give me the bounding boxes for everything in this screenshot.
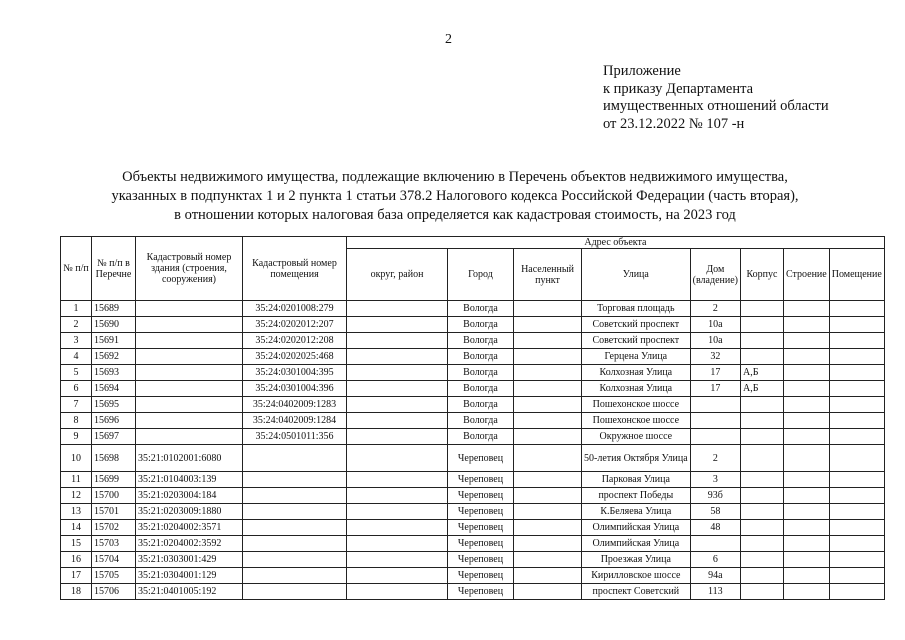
header-building-cadastral: Кадастровый номер здания (строения, сооружения) (136, 237, 243, 301)
cell-corpus (740, 488, 783, 504)
cell-list-num: 15705 (92, 568, 136, 584)
header-house: Дом (владение) (690, 249, 740, 301)
cell-settlement (514, 568, 582, 584)
cell-street: Пошехонское шоссе (582, 397, 691, 413)
cell-city: Череповец (448, 536, 514, 552)
cell-house: 3 (690, 472, 740, 488)
cell-num: 18 (61, 584, 92, 600)
cell-list-num: 15693 (92, 365, 136, 381)
cell-room-cadastral (243, 520, 347, 536)
cell-room-cadastral (243, 568, 347, 584)
cell-street: Колхозная Улица (582, 381, 691, 397)
cell-house: 48 (690, 520, 740, 536)
cell-district (347, 317, 448, 333)
cell-building-cadastral: 35:21:0203004:184 (136, 488, 243, 504)
cell-district (347, 397, 448, 413)
cell-building-cadastral: 35:21:0102001:6080 (136, 445, 243, 472)
cell-room (829, 317, 884, 333)
cell-building-cadastral: 35:21:0303001:429 (136, 552, 243, 568)
cell-room (829, 365, 884, 381)
cell-room (829, 552, 884, 568)
cell-city: Вологда (448, 317, 514, 333)
cell-city: Вологда (448, 301, 514, 317)
cell-building-cadastral: 35:21:0203009:1880 (136, 504, 243, 520)
cell-house: 58 (690, 504, 740, 520)
header-district: округ, район (347, 249, 448, 301)
cell-street: Кирилловское шоссе (582, 568, 691, 584)
cell-city: Череповец (448, 488, 514, 504)
cell-room-cadastral (243, 552, 347, 568)
cell-corpus: А,Б (740, 381, 783, 397)
cell-room (829, 536, 884, 552)
cell-street: Проезжая Улица (582, 552, 691, 568)
cell-street: Окружное шоссе (582, 429, 691, 445)
table-row (61, 365, 885, 381)
cell-num: 11 (61, 472, 92, 488)
cell-room (829, 413, 884, 429)
cell-room-cadastral: 35:24:0402009:1283 (243, 397, 347, 413)
cell-corpus (740, 504, 783, 520)
cell-room-cadastral (243, 536, 347, 552)
cell-street: Олимпийская Улица (582, 536, 691, 552)
cell-room-cadastral: 35:24:0301004:396 (243, 381, 347, 397)
cell-city: Вологда (448, 381, 514, 397)
cell-settlement (514, 552, 582, 568)
table-row (61, 568, 885, 584)
cell-num: 8 (61, 413, 92, 429)
appendix-line-2: к приказу Департамента (603, 80, 754, 97)
table-row (61, 397, 885, 413)
cell-street: Пошехонское шоссе (582, 413, 691, 429)
cell-district (347, 552, 448, 568)
cell-corpus (740, 445, 783, 472)
cell-corpus (740, 413, 783, 429)
cell-building (783, 413, 829, 429)
cell-settlement (514, 333, 582, 349)
cell-corpus (740, 317, 783, 333)
cell-room (829, 568, 884, 584)
title-line-3: в отношении которых налоговая база определяется как кадастровая стоимость, на 2023 год (174, 207, 736, 223)
cell-building (783, 445, 829, 472)
cell-city: Вологда (448, 397, 514, 413)
cell-building (783, 520, 829, 536)
cell-building (783, 365, 829, 381)
cell-room-cadastral: 35:24:0202012:208 (243, 333, 347, 349)
cell-city: Вологда (448, 413, 514, 429)
header-num: № п/п (61, 237, 92, 301)
cell-building-cadastral (136, 381, 243, 397)
cell-room-cadastral: 35:24:0201008:279 (243, 301, 347, 317)
cell-district (347, 488, 448, 504)
cell-corpus (740, 349, 783, 365)
cell-house: 32 (690, 349, 740, 365)
cell-street: проспект Победы (582, 488, 691, 504)
appendix-line-4: от 23.12.2022 № 107 -н (603, 115, 745, 132)
table-row (61, 301, 885, 317)
cell-building-cadastral (136, 301, 243, 317)
cell-list-num: 15706 (92, 584, 136, 600)
cell-street: проспект Советский (582, 584, 691, 600)
cell-city: Череповец (448, 568, 514, 584)
header-settlement: Населенный пункт (514, 249, 582, 301)
appendix-line-1: Приложение (603, 63, 681, 79)
cell-settlement (514, 429, 582, 445)
cell-settlement (514, 472, 582, 488)
table-row (61, 584, 885, 600)
cell-room-cadastral: 35:24:0202025:468 (243, 349, 347, 365)
cell-building (783, 301, 829, 317)
cell-corpus (740, 584, 783, 600)
cell-room-cadastral (243, 488, 347, 504)
cell-room (829, 381, 884, 397)
cell-room (829, 584, 884, 600)
cell-city: Череповец (448, 520, 514, 536)
cell-city: Вологда (448, 349, 514, 365)
cell-district (347, 568, 448, 584)
header-street: Улица (582, 249, 691, 301)
cell-street: Колхозная Улица (582, 365, 691, 381)
cell-building-cadastral (136, 397, 243, 413)
cell-room-cadastral: 35:24:0202012:207 (243, 317, 347, 333)
cell-list-num: 15692 (92, 349, 136, 365)
cell-house (690, 413, 740, 429)
cell-building (783, 504, 829, 520)
cell-building-cadastral (136, 365, 243, 381)
table-row (61, 413, 885, 429)
cell-building-cadastral (136, 317, 243, 333)
cell-building (783, 349, 829, 365)
header-corpus: Корпус (740, 249, 783, 301)
cell-list-num: 15689 (92, 301, 136, 317)
cell-house: 17 (690, 381, 740, 397)
cell-city: Череповец (448, 504, 514, 520)
cell-district (347, 536, 448, 552)
cell-settlement (514, 301, 582, 317)
header-room-cadastral: Кадастровый номер помещения (243, 237, 347, 301)
header-city: Город (448, 249, 514, 301)
cell-settlement (514, 520, 582, 536)
cell-num: 1 (61, 301, 92, 317)
cell-building (783, 488, 829, 504)
cell-house: 2 (690, 445, 740, 472)
cell-num: 17 (61, 568, 92, 584)
cell-building-cadastral (136, 413, 243, 429)
cell-settlement (514, 504, 582, 520)
title-line-2: указанных в подпунктах 1 и 2 пункта 1 статьи 378.2 Налогового кодекса Российской Федерации (часть вторая), (111, 188, 799, 204)
cell-building-cadastral: 35:21:0204002:3592 (136, 536, 243, 552)
table-row (61, 504, 885, 520)
cell-room (829, 397, 884, 413)
cell-building (783, 552, 829, 568)
cell-house (690, 429, 740, 445)
cell-list-num: 15691 (92, 333, 136, 349)
cell-room (829, 429, 884, 445)
cell-building (783, 317, 829, 333)
cell-house (690, 536, 740, 552)
cell-street: Олимпийская Улица (582, 520, 691, 536)
cell-num: 12 (61, 488, 92, 504)
cell-room-cadastral: 35:24:0402009:1284 (243, 413, 347, 429)
cell-num: 4 (61, 349, 92, 365)
table-row (61, 317, 885, 333)
cell-district (347, 349, 448, 365)
cell-corpus (740, 520, 783, 536)
cell-house: 6 (690, 552, 740, 568)
cell-room (829, 472, 884, 488)
cell-street: 50-летия Октября Улица (582, 445, 691, 472)
cell-city: Череповец (448, 552, 514, 568)
cell-num: 2 (61, 317, 92, 333)
cell-list-num: 15701 (92, 504, 136, 520)
cell-list-num: 15695 (92, 397, 136, 413)
cell-city: Вологда (448, 429, 514, 445)
table-row (61, 333, 885, 349)
cell-house: 113 (690, 584, 740, 600)
cell-building-cadastral (136, 349, 243, 365)
cell-corpus (740, 301, 783, 317)
cell-num: 9 (61, 429, 92, 445)
cell-num: 5 (61, 365, 92, 381)
cell-building (783, 568, 829, 584)
cell-num: 6 (61, 381, 92, 397)
cell-list-num: 15694 (92, 381, 136, 397)
table-row (61, 349, 885, 365)
cell-settlement (514, 349, 582, 365)
cell-district (347, 472, 448, 488)
cell-corpus (740, 333, 783, 349)
table-row (61, 429, 885, 445)
cell-district (347, 520, 448, 536)
cell-street: Советский проспект (582, 317, 691, 333)
cell-district (347, 413, 448, 429)
document-title (60, 168, 850, 225)
cell-city: Вологда (448, 333, 514, 349)
header-building: Строение (783, 249, 829, 301)
page-number: 2 (445, 32, 452, 47)
cell-room-cadastral: 35:24:0301004:395 (243, 365, 347, 381)
cell-district (347, 504, 448, 520)
cell-building-cadastral: 35:21:0204002:3571 (136, 520, 243, 536)
cell-house: 2 (690, 301, 740, 317)
cell-house (690, 397, 740, 413)
cell-room (829, 488, 884, 504)
cell-city: Череповец (448, 584, 514, 600)
cell-street: Торговая площадь (582, 301, 691, 317)
cell-num: 7 (61, 397, 92, 413)
cell-building (783, 584, 829, 600)
cell-room (829, 301, 884, 317)
appendix-header (603, 63, 829, 133)
cell-room-cadastral (243, 472, 347, 488)
cell-settlement (514, 365, 582, 381)
cell-list-num: 15703 (92, 536, 136, 552)
table-row (61, 472, 885, 488)
cell-corpus (740, 552, 783, 568)
cell-num: 16 (61, 552, 92, 568)
cell-room (829, 349, 884, 365)
table-row (61, 381, 885, 397)
cell-building-cadastral: 35:21:0104003:139 (136, 472, 243, 488)
cell-house: 10а (690, 333, 740, 349)
cell-building (783, 381, 829, 397)
cell-corpus (740, 397, 783, 413)
table-row (61, 445, 885, 472)
cell-building (783, 472, 829, 488)
cell-list-num: 15697 (92, 429, 136, 445)
cell-building (783, 333, 829, 349)
cell-house: 10а (690, 317, 740, 333)
cell-building-cadastral: 35:21:0304001:129 (136, 568, 243, 584)
title-line-1: Объекты недвижимого имущества, подлежащие включению в Перечень объектов недвижимого имущества, (122, 169, 788, 185)
cell-corpus (740, 536, 783, 552)
cell-district (347, 381, 448, 397)
table-row (61, 488, 885, 504)
cell-district (347, 429, 448, 445)
property-table (60, 236, 885, 600)
cell-list-num: 15700 (92, 488, 136, 504)
cell-room (829, 333, 884, 349)
table-row (61, 552, 885, 568)
cell-list-num: 15690 (92, 317, 136, 333)
cell-list-num: 15698 (92, 445, 136, 472)
header-list-num: № п/п в Перечне (92, 237, 136, 301)
cell-settlement (514, 381, 582, 397)
cell-corpus (740, 568, 783, 584)
cell-num: 15 (61, 536, 92, 552)
header-address: Адрес объекта (347, 237, 885, 249)
table-row (61, 520, 885, 536)
cell-city: Череповец (448, 445, 514, 472)
cell-num: 10 (61, 445, 92, 472)
cell-corpus: А,Б (740, 365, 783, 381)
cell-district (347, 333, 448, 349)
cell-district (347, 584, 448, 600)
cell-city: Череповец (448, 472, 514, 488)
cell-city: Вологда (448, 365, 514, 381)
cell-settlement (514, 488, 582, 504)
cell-room (829, 520, 884, 536)
cell-building-cadastral: 35:21:0401005:192 (136, 584, 243, 600)
cell-settlement (514, 536, 582, 552)
cell-settlement (514, 445, 582, 472)
cell-settlement (514, 413, 582, 429)
cell-room-cadastral (243, 584, 347, 600)
cell-list-num: 15704 (92, 552, 136, 568)
cell-num: 13 (61, 504, 92, 520)
cell-street: К.Беляева Улица (582, 504, 691, 520)
cell-district (347, 365, 448, 381)
cell-street: Советский проспект (582, 333, 691, 349)
cell-building-cadastral (136, 429, 243, 445)
cell-building (783, 536, 829, 552)
cell-street: Герцена Улица (582, 349, 691, 365)
cell-room (829, 445, 884, 472)
cell-num: 3 (61, 333, 92, 349)
cell-room (829, 504, 884, 520)
cell-corpus (740, 429, 783, 445)
cell-corpus (740, 472, 783, 488)
cell-room-cadastral: 35:24:0501011:356 (243, 429, 347, 445)
appendix-line-3: имущественных отношений области (603, 98, 829, 114)
header-room: Помещение (829, 249, 884, 301)
cell-building-cadastral (136, 333, 243, 349)
cell-building (783, 429, 829, 445)
cell-settlement (514, 397, 582, 413)
cell-street: Парковая Улица (582, 472, 691, 488)
cell-house: 17 (690, 365, 740, 381)
cell-settlement (514, 317, 582, 333)
table-row (61, 536, 885, 552)
cell-room-cadastral (243, 504, 347, 520)
cell-house: 93б (690, 488, 740, 504)
cell-room-cadastral (243, 445, 347, 472)
cell-num: 14 (61, 520, 92, 536)
cell-list-num: 15699 (92, 472, 136, 488)
cell-house: 94а (690, 568, 740, 584)
cell-list-num: 15696 (92, 413, 136, 429)
cell-settlement (514, 584, 582, 600)
cell-district (347, 301, 448, 317)
cell-district (347, 445, 448, 472)
cell-building (783, 397, 829, 413)
cell-list-num: 15702 (92, 520, 136, 536)
